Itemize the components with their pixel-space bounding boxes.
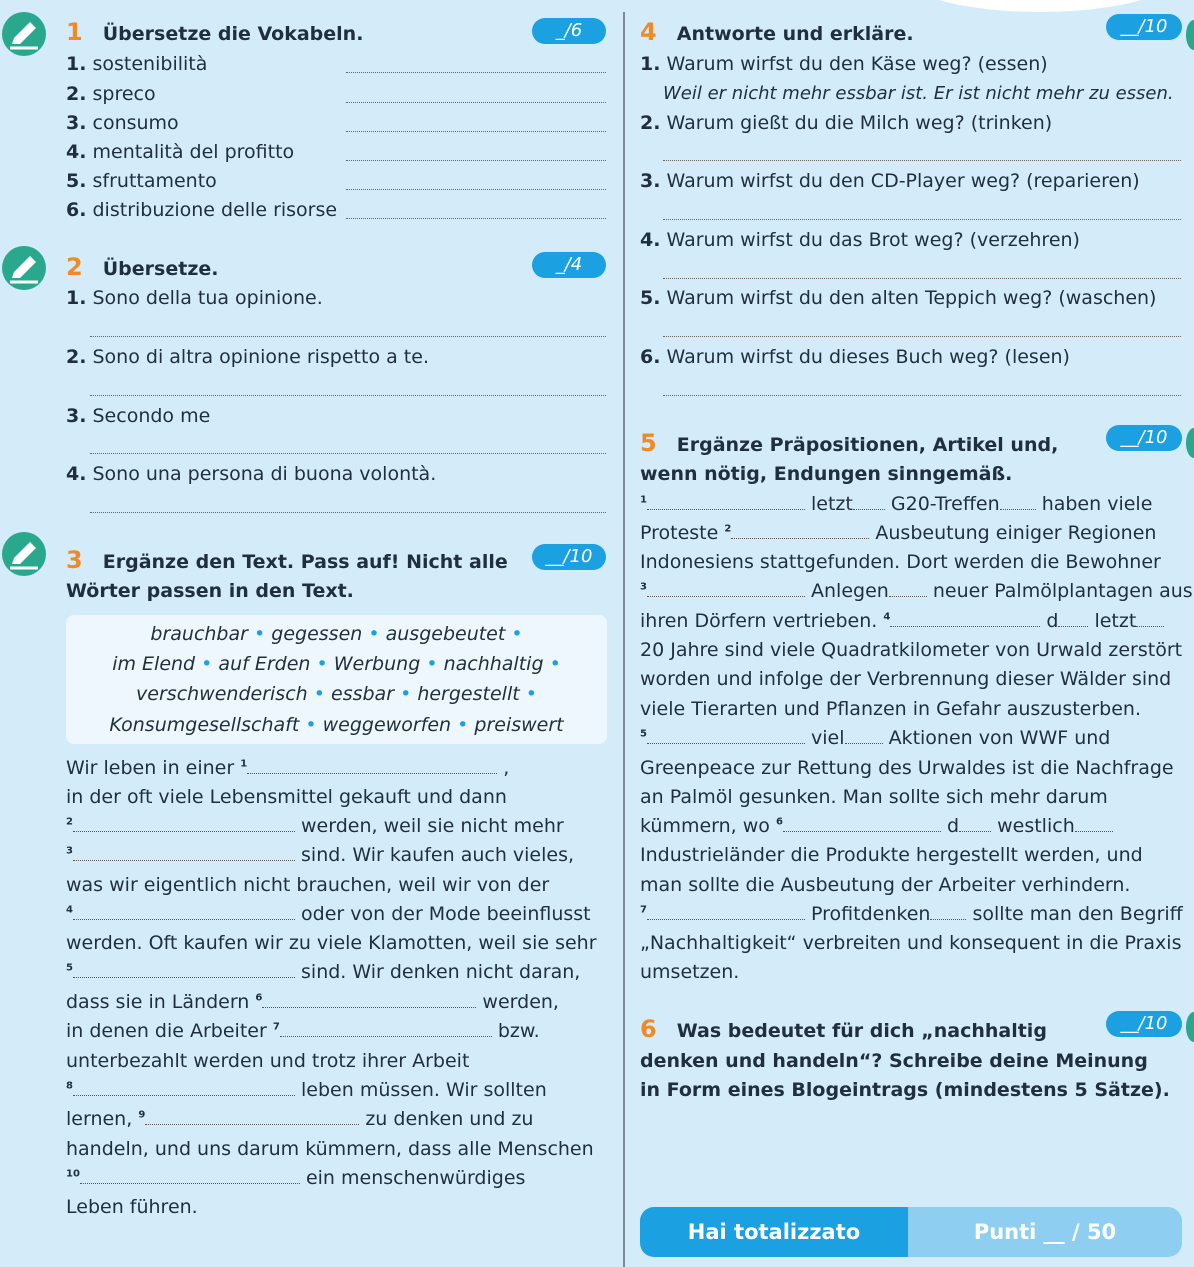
ex3-heading: 3 Ergänze den Text. Pass auf! Nicht alle	[66, 546, 508, 574]
text-line: $^1$ letzt G20-Treffen haben viele	[640, 493, 1153, 515]
text-line: Leben führen.	[66, 1196, 198, 1218]
text-line: $^{10}$ ein menschenwürdiges	[66, 1167, 526, 1189]
ex5-heading-line2: wenn nötig, Endungen sinngemäß.	[640, 463, 1013, 485]
ex1-heading: 1 Übersetze die Vokabeln.	[66, 18, 364, 46]
bullet: •	[525, 683, 537, 705]
word: gegessen	[271, 623, 363, 645]
word: im Elend	[112, 653, 196, 675]
gap[interactable]	[262, 993, 476, 1008]
gap[interactable]	[73, 1081, 295, 1096]
gap[interactable]	[73, 846, 295, 861]
ex6-heading: 6 Was bedeutet für dich „nachhaltig	[640, 1015, 1047, 1043]
word: hergestellt	[417, 683, 520, 705]
gap[interactable]	[647, 495, 805, 510]
answer-line[interactable]	[346, 218, 606, 219]
bullet: •	[511, 623, 523, 645]
word: auf Erden	[218, 653, 311, 675]
text-line: umsetzen.	[640, 961, 740, 983]
gap[interactable]	[1058, 612, 1088, 627]
text-line: 20 Jahre sind viele Quadratkilometer von Urwald zerstört	[640, 639, 1183, 661]
pencil-icon	[2, 532, 46, 576]
total-points: Punti __ / 50	[908, 1207, 1182, 1257]
ex3-heading-line2: Wörter passen in den Text.	[66, 580, 354, 602]
word: verschwenderisch	[136, 683, 308, 705]
text-line: Indonesiens stattgefunden. Dort werden die Bewohner	[640, 551, 1161, 573]
ex4-heading: 4 Antworte und erkläre.	[640, 18, 914, 46]
bullet: •	[400, 683, 412, 705]
list-item: 4. mentalità del profitto	[66, 141, 295, 163]
gap[interactable]	[80, 1169, 300, 1184]
bullet: •	[426, 653, 438, 675]
bullet: •	[305, 714, 317, 736]
text-line: Proteste $^2$ Ausbeutung einiger Regionen	[640, 522, 1157, 544]
answer-line[interactable]	[346, 131, 606, 132]
gap[interactable]	[853, 495, 885, 510]
list-item: 3. Warum wirfst du den CD-Player weg? (reparieren)	[640, 170, 1140, 192]
text-line: Greenpeace zur Rettung des Urwaldes ist die Nachfrage	[640, 757, 1174, 779]
text-line: viele Tierarten und Pflanzen in Gefahr auszusterben.	[640, 698, 1142, 720]
ex6-heading-line2: denken und handeln“? Schreibe deine Meinung	[640, 1050, 1148, 1072]
text-line: an Palmöl gesunken. Man sollte sich mehr darum	[640, 786, 1108, 808]
gap[interactable]	[731, 524, 869, 539]
bullet: •	[368, 623, 380, 645]
column-divider	[623, 12, 625, 1267]
word: essbar	[331, 683, 395, 705]
text-line: werden. Oft kaufen wir zu viele Klamotten, weil sie sehr	[66, 932, 597, 954]
gap[interactable]	[647, 905, 805, 920]
bullet: •	[201, 653, 213, 675]
gap[interactable]	[1075, 817, 1113, 832]
answer-line[interactable]	[90, 512, 606, 513]
text-line: dass sie in Ländern $^6$ werden,	[66, 991, 559, 1013]
gap[interactable]	[959, 817, 991, 832]
answer-line[interactable]	[346, 160, 606, 161]
text-line: kümmern, wo $^6$ d westlich	[640, 815, 1113, 837]
gap[interactable]	[889, 582, 927, 597]
text-line: in der oft viele Lebensmittel gekauft und dann	[66, 786, 507, 808]
gap[interactable]	[73, 817, 295, 832]
text-line: $^3$ sind. Wir kaufen auch vieles,	[66, 844, 575, 866]
word: Werbung	[333, 653, 421, 675]
text-line: man sollte die Ausbeutung der Arbeiter verhindern.	[640, 874, 1131, 896]
list-item: 2. Warum gießt du die Milch weg? (trinken)	[640, 112, 1053, 134]
edge-decoration	[1186, 428, 1194, 458]
list-item: 1. Warum wirfst du den Käse weg? (essen)	[640, 53, 1048, 75]
text-line: $^7$ Profitdenken sollte man den Begriff	[640, 903, 1183, 925]
list-item: 4. Sono una persona di buona volontà.	[66, 463, 437, 485]
list-item: 3. consumo	[66, 112, 179, 134]
answer-line[interactable]	[663, 336, 1181, 337]
top-decoration	[905, 0, 1175, 12]
answer-line[interactable]	[663, 160, 1181, 161]
word-box	[66, 615, 607, 744]
answer-line[interactable]	[90, 336, 606, 337]
text-line: $^5$ viel Aktionen von WWF und	[640, 727, 1111, 749]
ex5-heading: 5 Ergänze Präpositionen, Artikel und,	[640, 429, 1059, 457]
list-item: 6. Warum wirfst du dieses Buch weg? (lesen)	[640, 346, 1070, 368]
text-line: in denen die Arbeiter $^7$ bzw.	[66, 1020, 540, 1042]
bullet: •	[316, 653, 328, 675]
total-label: Hai totalizzato	[640, 1207, 908, 1257]
answer-line[interactable]	[90, 395, 606, 396]
text-line: $^3$ Anlegen neuer Palmölplantagen aus	[640, 580, 1193, 602]
list-item: 5. sfruttamento	[66, 170, 217, 192]
text-line: ihren Dörfern vertrieben. $^4$ d letzt	[640, 610, 1164, 632]
list-item: 3. Secondo me	[66, 405, 211, 427]
text-line: handeln, und uns darum kümmern, dass alle Menschen	[66, 1138, 594, 1160]
ex2-heading: 2 Übersetze.	[66, 253, 219, 281]
list-item: 1. sostenibilità	[66, 53, 208, 75]
total-score-bar	[640, 1207, 1182, 1257]
word: Konsumgesellschaft	[109, 714, 300, 736]
ex2-score-badge: _/4	[532, 252, 606, 278]
word: weggeworfen	[322, 714, 452, 736]
text-line: was wir eigentlich nicht brauchen, weil wir von der	[66, 874, 550, 896]
answer-line[interactable]	[90, 453, 606, 454]
ex1-score-badge: _/6	[532, 18, 606, 44]
text-line: unterbezahlt werden und trotz ihrer Arbeit	[66, 1050, 470, 1072]
gap[interactable]	[280, 1022, 492, 1037]
gap[interactable]	[73, 905, 295, 920]
list-item: 2. Sono di altra opinione rispetto a te.	[66, 346, 429, 368]
answer-line[interactable]	[663, 278, 1181, 279]
gap[interactable]	[890, 612, 1040, 627]
gap[interactable]	[73, 963, 295, 978]
gap[interactable]	[783, 817, 941, 832]
list-item: 5. Warum wirfst du den alten Teppich weg? (waschen)	[640, 287, 1157, 309]
gap[interactable]	[145, 1110, 359, 1125]
text-line: $^8$ leben müssen. Wir sollten	[66, 1079, 547, 1101]
ex5-score-badge: __/10	[1106, 425, 1182, 451]
ex6-heading-line3: in Form eines Blogeintrags (mindestens 5 Sätze).	[640, 1079, 1170, 1101]
example-answer: Weil er nicht mehr essbar ist. Er ist nicht mehr zu essen.	[663, 83, 1174, 104]
answer-line[interactable]	[346, 189, 606, 190]
gap[interactable]	[930, 905, 966, 920]
bullet: •	[313, 683, 325, 705]
list-item: 2. spreco	[66, 83, 156, 105]
text-line: lernen, $^9$ zu denken und zu	[66, 1108, 534, 1130]
list-item: 1. Sono della tua opinione.	[66, 287, 323, 309]
gap[interactable]	[1000, 495, 1036, 510]
edge-decoration	[1186, 1012, 1194, 1042]
text-line: $^4$ oder von der Mode beeinflusst	[66, 903, 591, 925]
word: ausgebeutet	[385, 623, 506, 645]
text-line: worden und infolge der Verbrennung dieser Wälder sind	[640, 668, 1172, 690]
gap[interactable]	[647, 729, 805, 744]
edge-decoration	[1186, 20, 1194, 50]
answer-line[interactable]	[663, 219, 1181, 220]
text-line: $^5$ sind. Wir denken nicht daran,	[66, 961, 581, 983]
text-line: Industrieländer die Produkte hergestellt werden, und	[640, 844, 1143, 866]
gap[interactable]	[1136, 612, 1164, 627]
bullet: •	[549, 653, 561, 675]
pencil-icon	[2, 12, 46, 56]
gap[interactable]	[647, 582, 805, 597]
gap[interactable]	[845, 729, 883, 744]
word: preiswert	[474, 714, 564, 736]
bullet: •	[254, 623, 266, 645]
text-line: $^2$ werden, weil sie nicht mehr	[66, 815, 564, 837]
word: brauchbar	[150, 623, 248, 645]
bullet: •	[457, 714, 469, 736]
text-line: „Nachhaltigkeit“ verbreiten und konsequent in die Praxis	[640, 932, 1182, 954]
text-line: Wir leben in einer $^1$ ,	[66, 757, 510, 779]
answer-line[interactable]	[346, 72, 606, 73]
ex6-score-badge: __/10	[1106, 1011, 1182, 1037]
ex4-score-badge: __/10	[1106, 14, 1182, 40]
word: nachhaltig	[443, 653, 544, 675]
gap[interactable]	[247, 759, 497, 774]
answer-line[interactable]	[663, 395, 1181, 396]
ex3-score-badge: __/10	[532, 544, 606, 570]
list-item: 4. Warum wirfst du das Brot weg? (verzehren)	[640, 229, 1080, 251]
list-item: 6. distribuzione delle risorse	[66, 199, 338, 221]
answer-line[interactable]	[346, 102, 606, 103]
pencil-icon	[2, 246, 46, 290]
